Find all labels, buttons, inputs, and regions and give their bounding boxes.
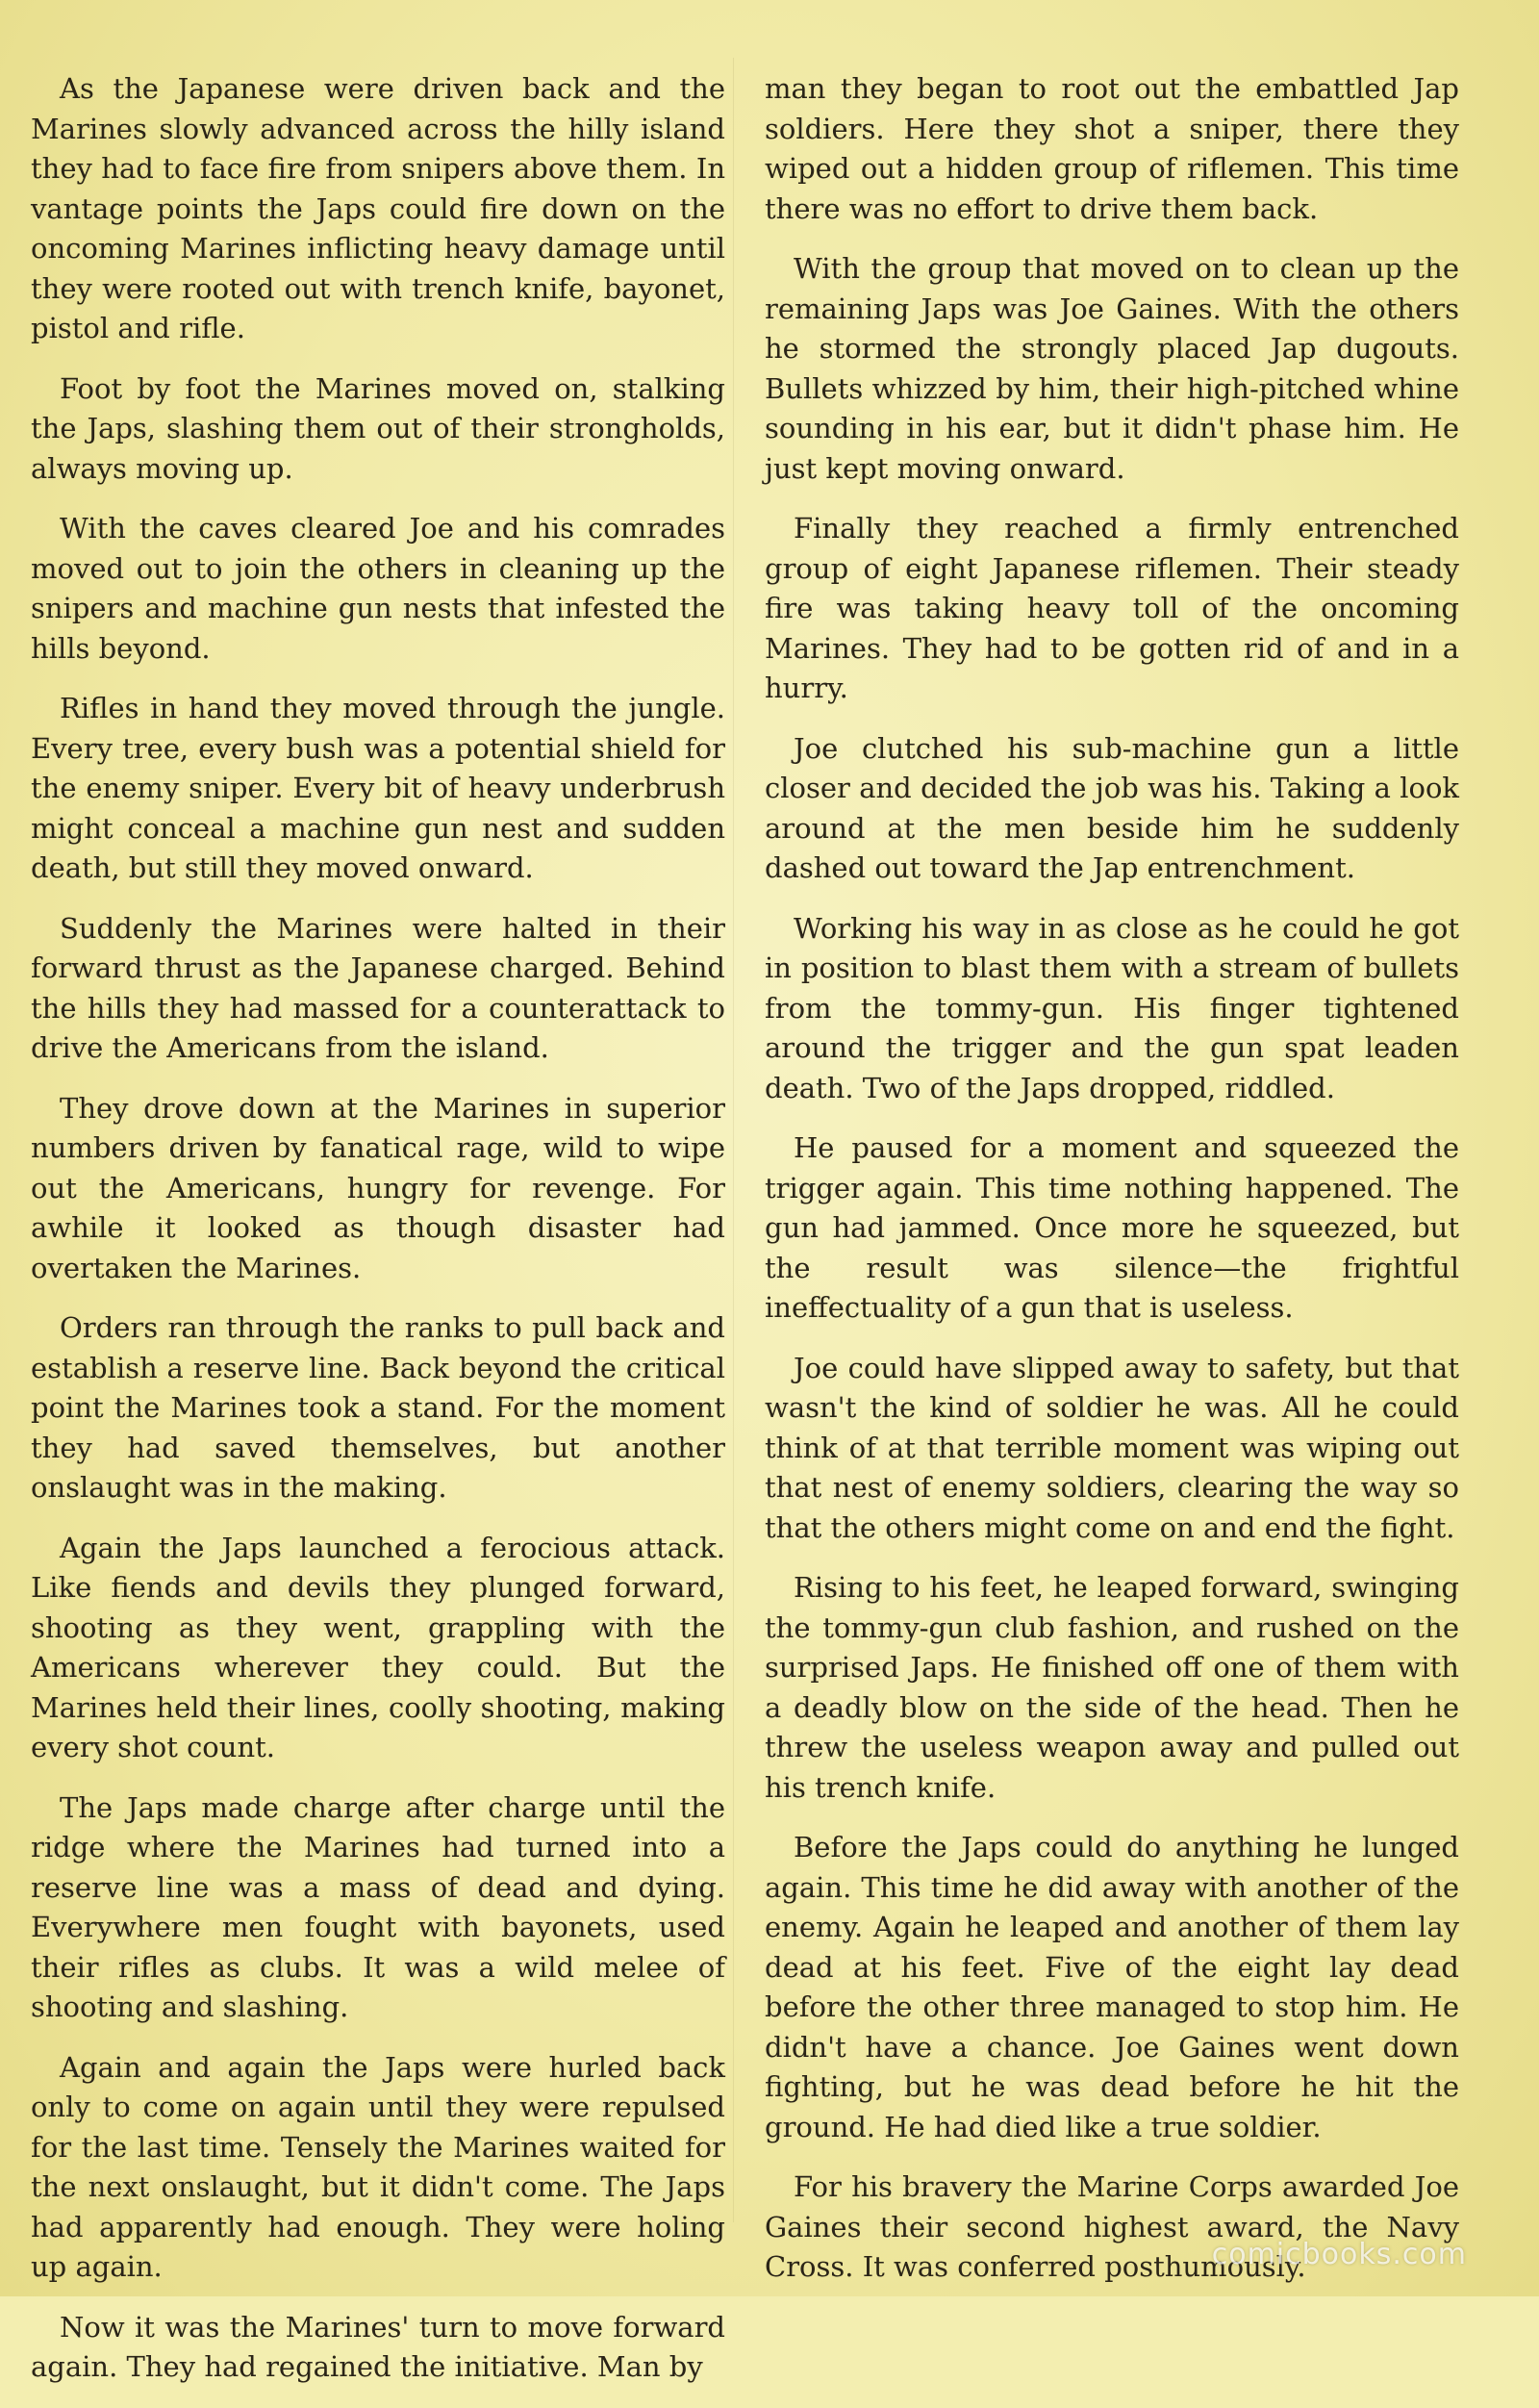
paragraph: The Japs made charge after charge until the ridge where the Marines had turned into a reserve line was a mass of dead and dying. Everywhere men fought with bayonets, used their rifles as clubs. It was a wild melee of shooting and slashing. xyxy=(31,1790,725,2023)
paragraph: Finally they reached a firmly entrenched group of eight Japanese riflemen. Their steady fire was taking heavy toll of the oncoming Marines. They had to be gotten rid of and in a hurry. xyxy=(765,512,1459,704)
paragraph: For his bravery the Marine Corps awarded Joe Gaines their second highest award, the Navy Cross. It was conferred posthumously. xyxy=(765,2170,1459,2283)
paragraph: Again and again the Japs were hurled back only to come on again until they were repulsed for the last time. Tensely the Marines waited for the next onslaught, but it didn't come. The Japs had apparently had enough. They were holing up again. xyxy=(31,2050,725,2283)
paragraph: Rising to his feet, he leaped forward, swinging the tommy-gun club fashion, and rushed on the surprised Japs. He finished off one of them with a deadly blow on the side of the head. Then he threw the useless weapon away and pulled out his trench knife. xyxy=(765,1571,1459,1804)
paragraph: Rifles in hand they moved through the jungle. Every tree, every bush was a potential shield for the enemy sniper. Every bit of heavy underbrush might conceal a machine gun nest and sudden death, but still they moved onward. xyxy=(31,692,725,884)
paragraph: With the caves cleared Joe and his comrades moved out to join the others in cleaning up the snipers and machine gun nests that infested the hills beyond. xyxy=(31,512,725,665)
paragraph: Orders ran through the ranks to pull back and establish a reserve line. Back beyond the critical point the Marines took a stand. For the moment they had saved themselves, but another onslaught was in the making. xyxy=(31,1311,725,1504)
paragraph: Joe could have slipped away to safety, but that wasn't the kind of soldier he was. All he could think of at that terrible moment was wiping out that nest of enemy soldiers, clearing the way so that the others might come on and end the fight. xyxy=(765,1351,1459,1544)
paragraph-continued: man they began to root out the embattled Jap soldiers. Here they shot a sniper, there they wiped out a hidden group of riflemen. This time there was no effort to drive them back. xyxy=(765,72,1459,225)
paragraph: Joe clutched his sub-machine gun a little closer and decided the job was his. Taking a look around at the men beside him he suddenly dashed out toward the Jap entrenchment. xyxy=(765,731,1459,884)
right-text-column xyxy=(765,69,1459,2308)
left-text-column xyxy=(31,69,725,2408)
paragraph: He paused for a moment and squeezed the trigger again. This time nothing happened. The gun had jammed. Once more he squeezed, but the result was silence—the frightful ineffectuality of a gun that is useless. xyxy=(765,1131,1459,1324)
paragraph: Again the Japs launched a ferocious attack. Like fiends and devils they plunged forward, shooting as they went, grappling with the Americans wherever they could. But the Marines held their lines, coolly shooting, making every shot count. xyxy=(31,1531,725,1763)
paragraph: As the Japanese were driven back and the Marines slowly advanced across the hilly island they had to face fire from snipers above them. In vantage points the Japs could fire down on the oncoming Marines inflicting heavy damage until they were rooted out with trench knife, bayonet, pistol and rifle. xyxy=(31,72,725,344)
paragraph: Before the Japs could do anything he lunged again. This time he did away with another of the enemy. Again he leaped and another of them lay dead at his feet. Five of the eight lay dead before the other three managed to stop him. He didn't have a chance. Joe Gaines went down fighting, but he was dead before he hit the ground. He had died like a true soldier. xyxy=(765,1831,1459,2143)
paragraph: They drove down at the Marines in superior numbers driven by fanatical rage, wild to wipe out the Americans, hungry for revenge. For awhile it looked as though disaster had overtaken the Marines. xyxy=(31,1091,725,1284)
paragraph: Suddenly the Marines were halted in their forward thrust as the Japanese charged. Behind the hills they had massed for a counterattack to drive the Americans from the island. xyxy=(31,911,725,1064)
paragraph: Now it was the Marines' turn to move forward again. They had regained the initiative. Man by xyxy=(31,2310,725,2383)
column-divider xyxy=(733,58,734,2222)
paragraph: Working his way in as close as he could he got in position to blast them with a stream of bullets from the tommy-gun. His finger tightened around the trigger and the gun spat leaden death. Two of the Japs dropped, riddled. xyxy=(765,911,1459,1104)
watermark: comicbooks.com xyxy=(1211,2238,1467,2271)
paragraph: With the group that moved on to clean up the remaining Japs was Joe Gaines. With the others he stormed the strongly placed Jap dugouts. Bullets whizzed by him, their high-pitched whine sounding in his ear, but it didn't phase him. He just kept moving onward. xyxy=(765,252,1459,485)
paragraph: Foot by foot the Marines moved on, stalking the Japs, slashing them out of their strongholds, always moving up. xyxy=(31,371,725,485)
